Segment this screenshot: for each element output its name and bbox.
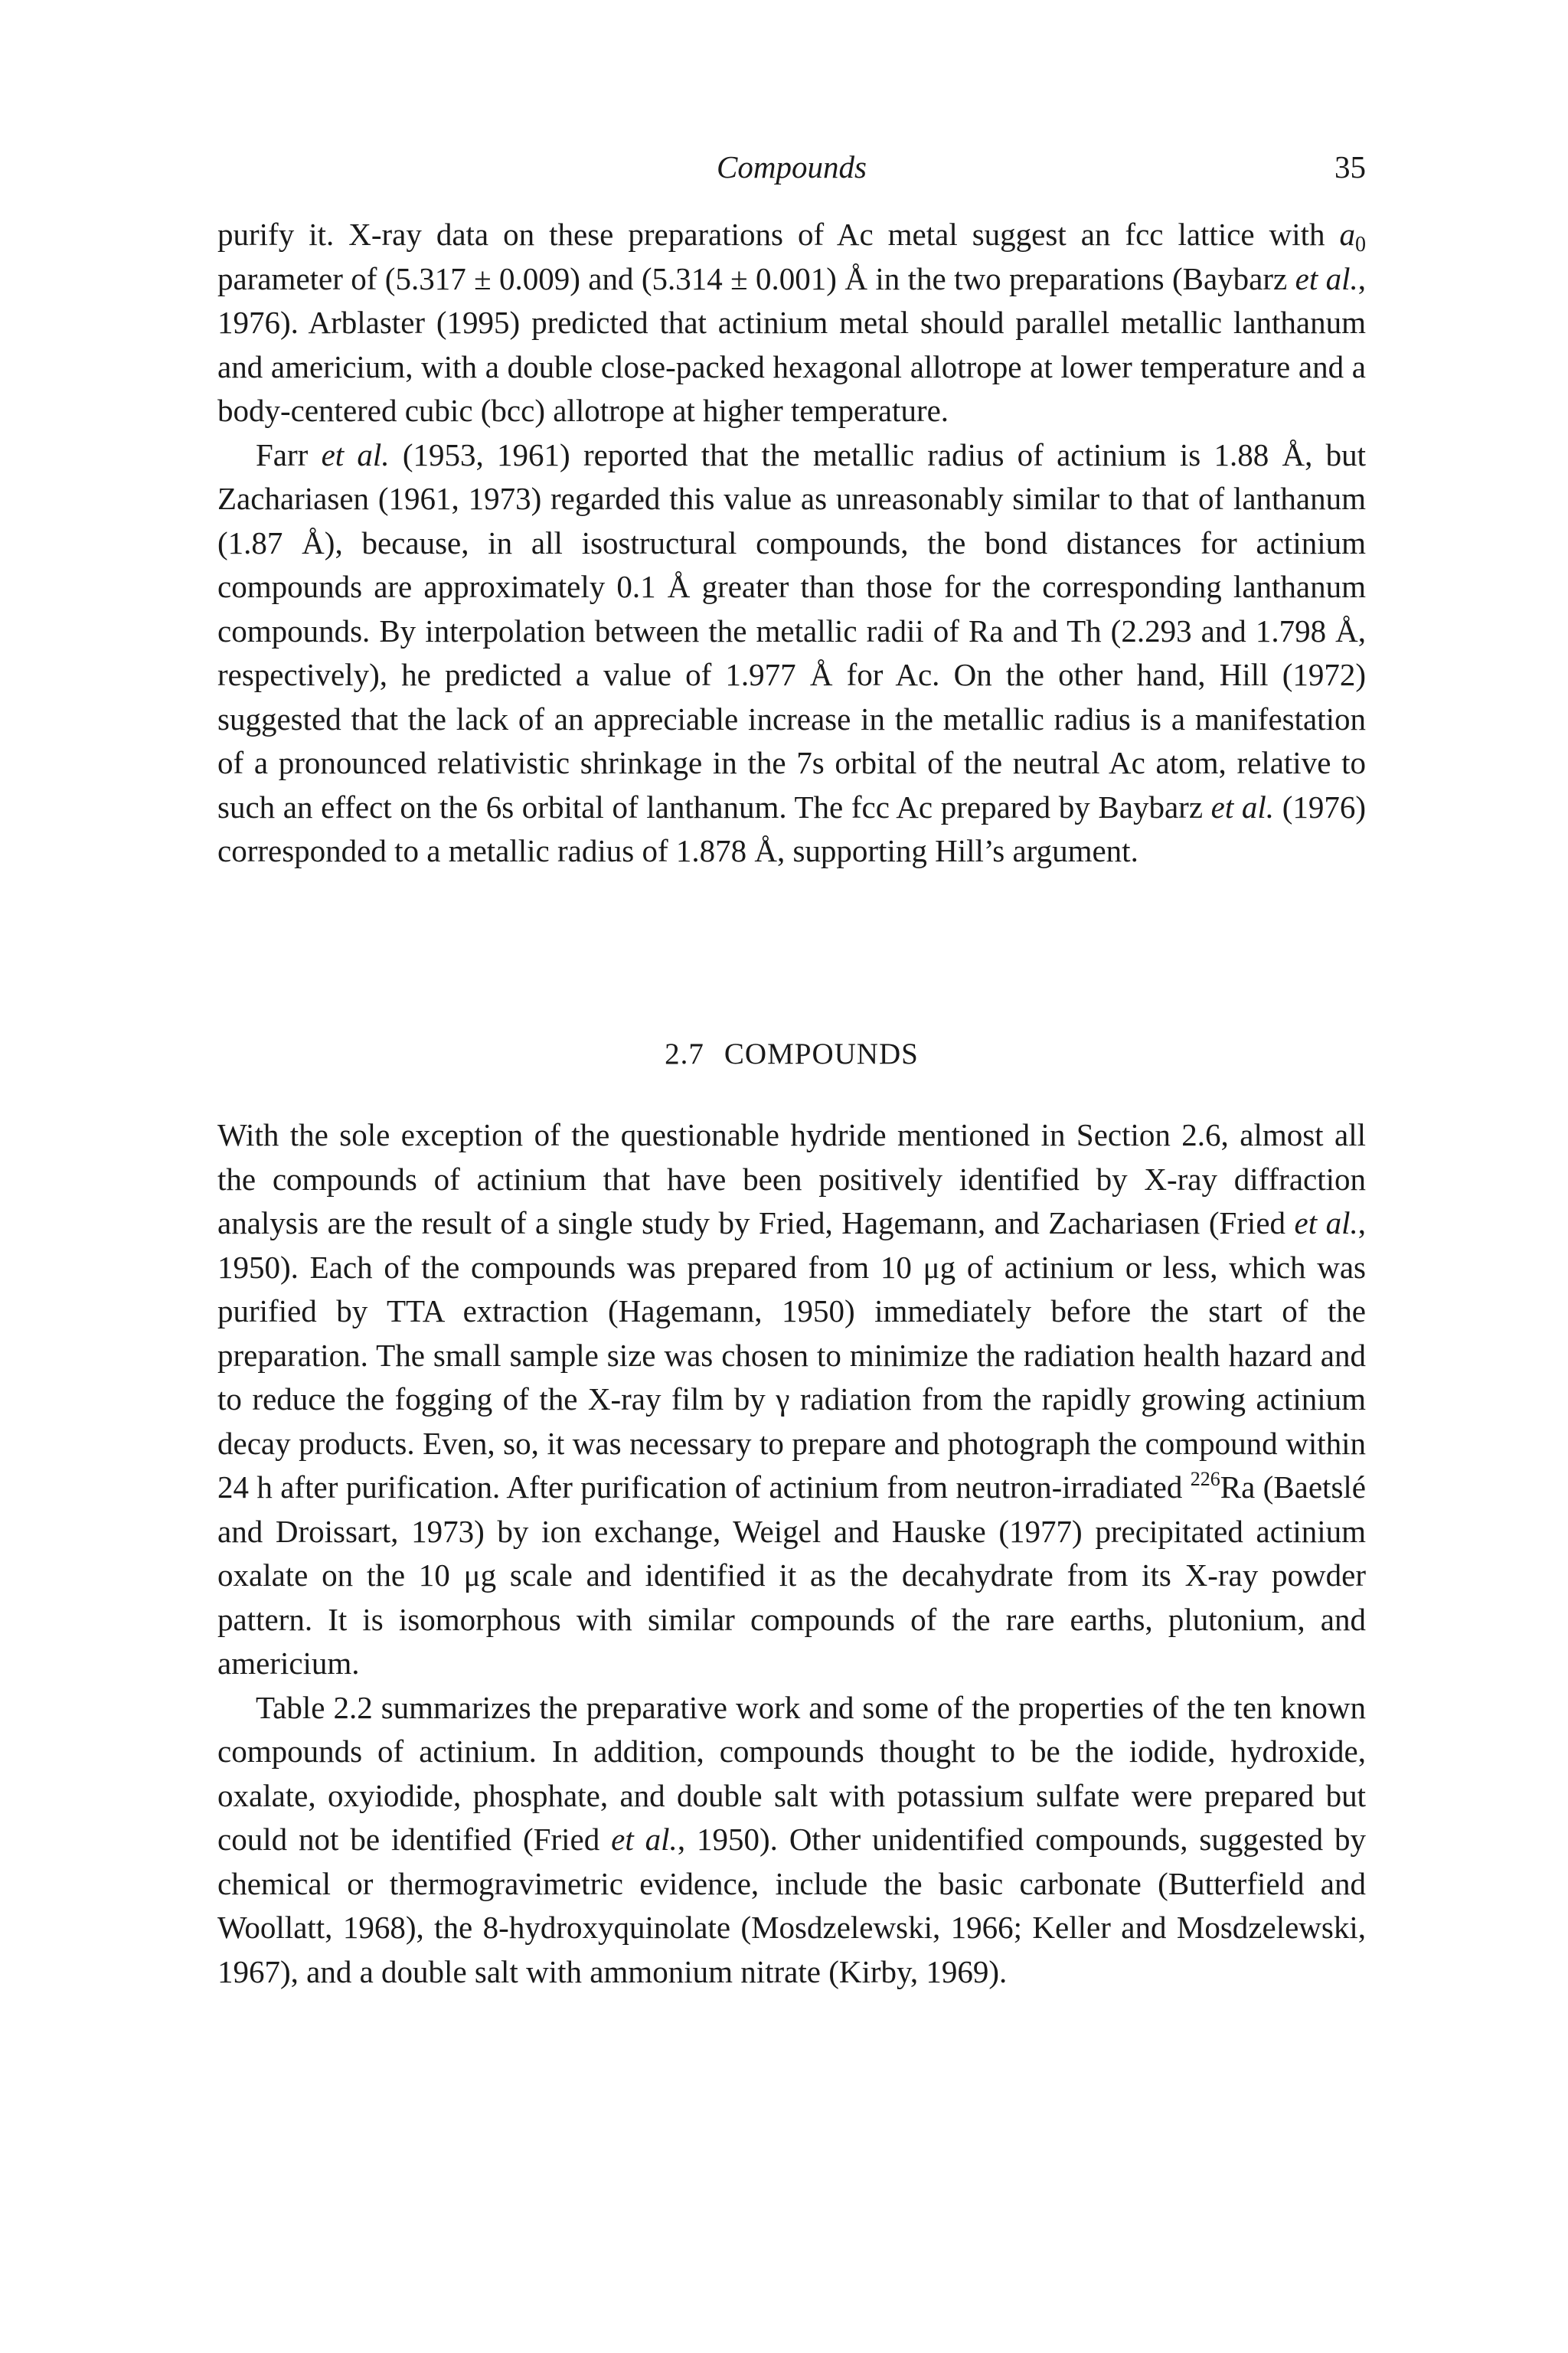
text-run: With the sole exception of the questionable hydride mentioned in Section 2.6, almost all the compounds of actinium that have been positively identified by X-ray diffraction analysis are the result of a single study by Fried, Hagemann, and Zachariasen (Fried (217, 1117, 1366, 1240)
text-run: Table 2.2 summarizes the preparative work and some of the properties of the ten known compounds of actinium. In addition, compounds thought to be the iodide, hydroxide, oxalate, oxyiodide, phosphate, and double salt with potassium sulfate were prepared but could not be identified (Fried (217, 1689, 1366, 1857)
isotope-superscript: 226 (1190, 1468, 1220, 1490)
text-run: Farr (256, 436, 322, 472)
text-run: , 1950). Other unidentified compounds, suggested by chemical or thermogravimetric evidence, include the basic carbonate (Butterfield and Woollatt, 1968), the 8-hydroxyquinolate (Mosdzelewski, 1966; Keller and Mosdzelewski, 1967), and a double salt with ammonium nitrate (Kirby, 1969). (217, 1822, 1366, 1989)
body-text-block-2 (217, 1113, 1366, 1994)
text-run: parameter of (5.317 ± 0.009) and (5.314 ± 0.001) Å in the two preparations (Baybarz (217, 260, 1295, 296)
section-number: 2.7 (665, 1038, 704, 1070)
page-number: 35 (1334, 149, 1366, 185)
et-al-italic: et al. (1294, 1205, 1358, 1240)
paragraph-2 (217, 433, 1366, 874)
running-title: Compounds (717, 149, 867, 185)
section-title: COMPOUNDS (724, 1038, 919, 1070)
running-head (217, 144, 1366, 190)
text-run: , 1950). Each of the compounds was prepared from 10 μg of actinium or less, which was purified by TTA extraction (Hagemann, 1950) immediately before the start of the preparation. The small sample size was chosen to minimize the radiation health hazard and to reduce the fogging of the X-ray film by γ radiation from the rapidly growing actinium decay products. Even, so, it was necessary to prepare and photograph the compound within 24 h after purification. After purification of actinium from neutron-irradiated (217, 1205, 1366, 1505)
lattice-parameter-subscript: 0 (1355, 233, 1366, 257)
section-heading (217, 1031, 1366, 1077)
lattice-parameter-symbol: a (1339, 217, 1355, 252)
et-al-italic: et al. (611, 1822, 678, 1857)
text-run: purify it. X-ray data on these preparations of Ac metal suggest an fcc lattice with (217, 217, 1340, 252)
paragraph-4 (217, 1686, 1366, 1995)
paragraph-1 (217, 213, 1366, 433)
text-run: Ra (Baetslé and Droissart, 1973) by ion exchange, Weigel and Hauske (1977) precipitated actinium oxalate on the 10 μg scale and identified it as the decahydrate from its X-ray powder pattern. It is isomorphous with similar compounds of the rare earths, plutonium, and americium. (217, 1469, 1366, 1681)
paragraph-3 (217, 1113, 1366, 1686)
text-run: (1953, 1961) reported that the metallic radius of actinium is 1.88 Å, but Zachariasen (1961, 1973) regarded this value as unreasonably similar to that of lanthanum (1.87 Å), because, in all isostructural compounds, the bond distances for actinium compounds are approximately 0.1 Å greater than those for the corresponding lanthanum compounds. By interpolation between the metallic radii of Ra and Th (2.293 and 1.798 Å, respectively), he predicted a value of 1.977 Å for Ac. On the other hand, Hill (1972) suggested that the lack of an appreciable increase in the metallic radius is a manifestation of a pronounced relativistic shrinkage in the 7s orbital of the neutral Ac atom, relative to such an effect on the 6s orbital of lanthanum. The fcc Ac prepared by Baybarz (217, 436, 1366, 825)
body-text-block-1 (217, 213, 1366, 874)
text-run: (1976) corresponded to a metallic radius of 1.878 Å, supporting Hill’s argument. (217, 789, 1366, 868)
et-al-italic: et al. (1295, 260, 1358, 296)
et-al-italic: et al. (321, 436, 390, 472)
et-al-italic: et al. (1210, 789, 1275, 825)
text-run: , 1976). Arblaster (1995) predicted that actinium metal should parallel metallic lanthanum and americium, with a double close-packed hexagonal allotrope at lower temperature and a body-centered cubic (bcc) allotrope at higher temperature. (217, 260, 1366, 428)
